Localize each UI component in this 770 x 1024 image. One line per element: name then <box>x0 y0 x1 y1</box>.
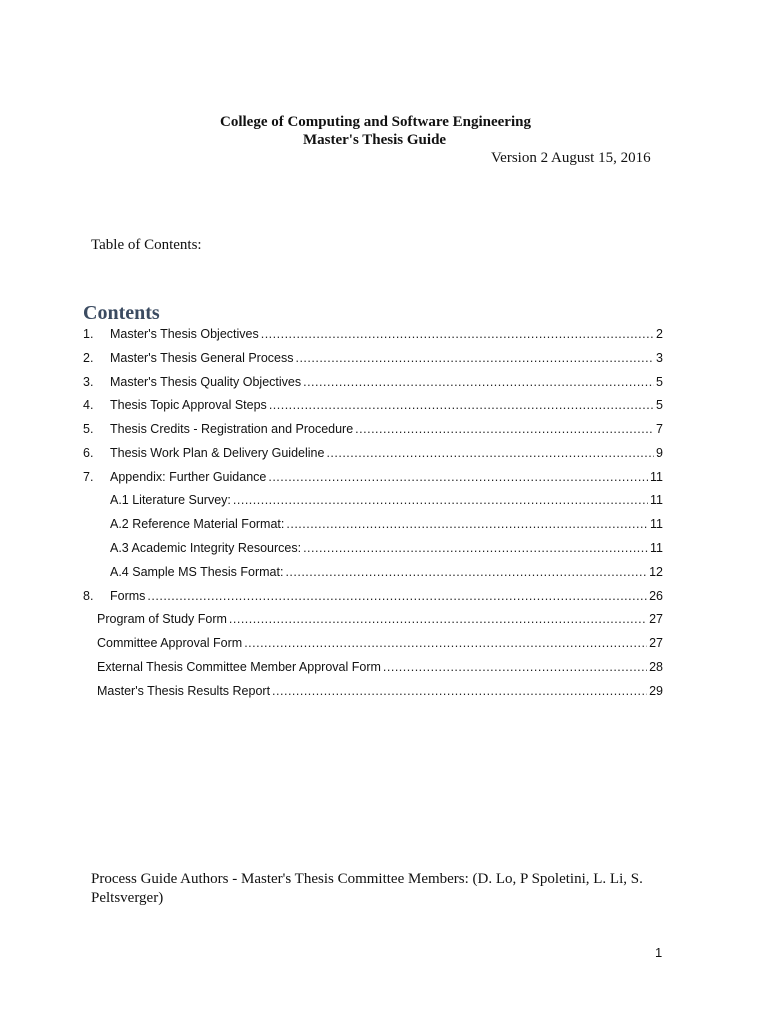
toc-entry-title: Thesis Credits - Registration and Procedure <box>110 422 354 436</box>
toc-entry-title: Thesis Topic Approval Steps <box>110 398 267 412</box>
toc-entry-number: 1. <box>83 327 94 341</box>
toc-subentry[interactable] <box>83 493 663 513</box>
toc-entry[interactable] <box>83 446 663 466</box>
toc-entry[interactable] <box>83 422 663 442</box>
dot-leader <box>303 375 654 389</box>
dot-leader <box>233 493 648 507</box>
toc-entry-page: 3 <box>656 351 663 365</box>
toc-entry-title: Committee Approval Form <box>97 636 243 650</box>
toc-entry[interactable] <box>83 375 663 395</box>
toc-entry-title: A.1 Literature Survey: <box>110 493 231 507</box>
dot-leader <box>272 684 647 698</box>
toc-subentry[interactable] <box>83 660 663 680</box>
toc-subentry[interactable] <box>83 612 663 632</box>
dot-leader <box>295 351 654 365</box>
contents-heading: Contents <box>83 302 160 324</box>
toc-entry-title: External Thesis Committee Member Approval Form <box>97 660 381 674</box>
dot-leader <box>244 636 647 650</box>
toc-entry-page: 11 <box>650 470 663 484</box>
toc-entry-title: Program of Study Form <box>97 612 227 626</box>
toc-entry-page: 28 <box>649 660 663 674</box>
dot-leader <box>303 541 648 555</box>
toc-entry-page: 12 <box>649 565 663 579</box>
dot-leader <box>229 612 647 626</box>
toc-entry[interactable] <box>83 351 663 371</box>
toc-entry-page: 26 <box>649 589 663 603</box>
toc-entry-title: Master's Thesis Objectives <box>110 327 259 341</box>
toc-entry[interactable] <box>83 327 663 347</box>
dot-leader <box>268 470 648 484</box>
dot-leader <box>326 446 654 460</box>
toc-entry-title: A.2 Reference Material Format: <box>110 517 285 531</box>
toc-subentry[interactable] <box>83 541 663 561</box>
toc-entry-number: 8. <box>83 589 94 603</box>
toc-entry-page: 11 <box>650 517 663 531</box>
toc-entry-title: A.3 Academic Integrity Resources: <box>110 541 302 555</box>
toc-subentry[interactable] <box>83 565 663 585</box>
dot-leader <box>355 422 654 436</box>
dot-leader <box>147 589 647 603</box>
toc-entry-number: 3. <box>83 375 94 389</box>
toc-entry-page: 27 <box>649 636 663 650</box>
toc-entry-page: 11 <box>650 541 663 555</box>
toc-entry-page: 5 <box>656 398 663 412</box>
toc-entry-title: A.4 Sample MS Thesis Format: <box>110 565 284 579</box>
dot-leader <box>269 398 654 412</box>
toc-label: Table of Contents: <box>91 237 202 253</box>
toc-entry-page: 7 <box>656 422 663 436</box>
dot-leader <box>286 517 648 531</box>
dot-leader <box>285 565 647 579</box>
toc-entry[interactable] <box>83 398 663 418</box>
toc-entry-number: 7. <box>83 470 94 484</box>
toc-entry-title: Appendix: Further Guidance <box>110 470 267 484</box>
college-title: College of Computing and Software Engineering <box>220 114 531 130</box>
toc-entry-number: 2. <box>83 351 94 365</box>
toc-entry-number: 5. <box>83 422 94 436</box>
toc-entry-number: 6. <box>83 446 94 460</box>
toc-entry-title: Master's Thesis Results Report <box>97 684 271 698</box>
toc-entry-title: Thesis Work Plan & Delivery Guideline <box>110 446 325 460</box>
toc-entry-title: Master's Thesis General Process <box>110 351 294 365</box>
guide-title: Master's Thesis Guide <box>303 132 447 148</box>
toc-entry[interactable] <box>83 589 663 609</box>
version-text: Version 2 August 15, 2016 <box>491 150 651 166</box>
toc-entry-page: 2 <box>656 327 663 341</box>
dot-leader <box>383 660 647 674</box>
toc-entry-number: 4. <box>83 398 94 412</box>
toc-entry-title: Master's Thesis Quality Objectives <box>110 375 302 389</box>
toc-entry-page: 5 <box>656 375 663 389</box>
toc-entry-page: 29 <box>649 684 663 698</box>
toc-entry-page: 27 <box>649 612 663 626</box>
authors-note: Process Guide Authors - Master's Thesis Committee Members: (D. Lo, P Spoletini, L. Li, S. Peltsverger) <box>91 871 643 906</box>
toc-subentry[interactable] <box>83 517 663 537</box>
toc-subentry[interactable] <box>83 684 663 704</box>
page-number: 1 <box>655 945 663 960</box>
toc-subentry[interactable] <box>83 636 663 656</box>
toc-entry-page: 9 <box>656 446 663 460</box>
toc-entry-page: 11 <box>650 493 663 507</box>
toc-entry-title: Forms <box>110 589 146 603</box>
dot-leader <box>261 327 654 341</box>
toc-entry[interactable] <box>83 470 663 490</box>
